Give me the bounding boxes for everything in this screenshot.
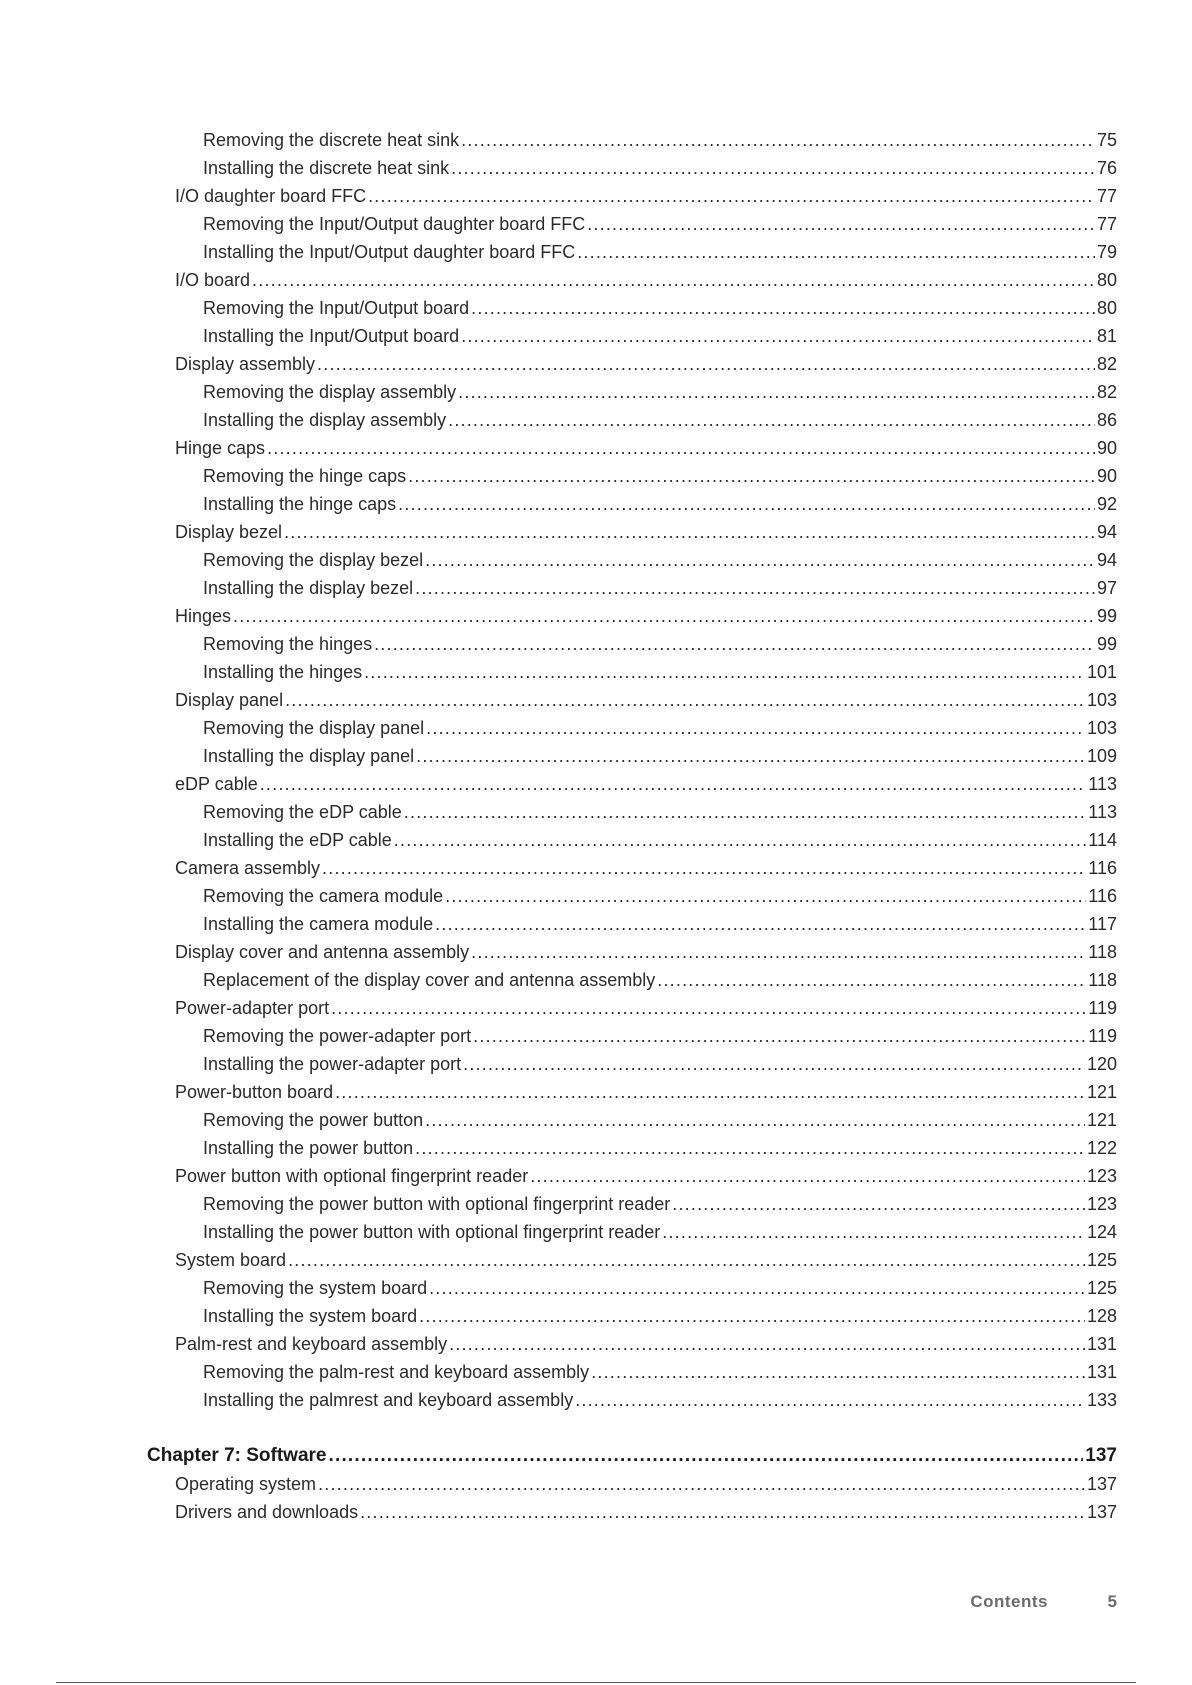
toc-entry-page-number: 103 — [1086, 718, 1117, 738]
toc-entry-label: Installing the eDP cable — [203, 830, 392, 850]
toc-entry-label: Installing the display bezel — [203, 578, 414, 598]
toc-entry-label: Hinge caps — [175, 438, 266, 458]
toc-subsection-entry[interactable] — [203, 126, 1117, 154]
toc-dot-leader — [530, 1162, 1085, 1190]
toc-subsection-entry[interactable] — [203, 1022, 1117, 1050]
toc-dot-leader — [473, 1022, 1086, 1050]
toc-entry-label: Installing the power-adapter port — [203, 1054, 462, 1074]
toc-dot-leader — [374, 630, 1095, 658]
toc-dot-leader — [415, 1134, 1085, 1162]
toc-entry-page-number: 113 — [1088, 802, 1117, 822]
toc-dot-leader — [288, 1246, 1085, 1274]
toc-entry-label: Installing the display assembly — [203, 410, 447, 430]
toc-entry-label: Installing the discrete heat sink — [203, 158, 450, 178]
toc-dot-leader — [419, 1302, 1085, 1330]
toc-dot-leader — [435, 910, 1086, 938]
toc-dot-leader — [463, 1050, 1085, 1078]
toc-entry-page-number: 75 — [1096, 130, 1117, 150]
toc-subsection-entry[interactable] — [203, 1218, 1117, 1246]
toc-dot-leader — [451, 154, 1095, 182]
toc-dot-leader — [662, 1218, 1085, 1246]
toc-entry-label: Removing the Input/Output board — [203, 298, 470, 318]
toc-subsection-entry[interactable] — [203, 574, 1117, 602]
toc-dot-leader — [394, 826, 1087, 854]
toc-entry-page-number: 90 — [1096, 466, 1117, 486]
toc-dot-leader — [429, 1274, 1085, 1302]
toc-entry-label: Removing the hinges — [203, 634, 373, 654]
toc-entry-page-number: 123 — [1086, 1194, 1117, 1214]
toc-section-entry[interactable] — [175, 938, 1117, 966]
toc-dot-leader — [657, 966, 1086, 994]
toc-entry-page-number: 90 — [1096, 438, 1117, 458]
toc-entry-label: Installing the camera module — [203, 914, 434, 934]
toc-subsection-entry[interactable] — [203, 546, 1117, 574]
toc-dot-leader — [425, 546, 1095, 574]
toc-dot-leader — [449, 1330, 1085, 1358]
toc-subsection-entry[interactable] — [203, 882, 1117, 910]
toc-entry-page-number: 125 — [1086, 1278, 1117, 1298]
toc-entry-page-number: 79 — [1096, 242, 1117, 262]
bottom-divider — [56, 1682, 1136, 1683]
toc-entry-page-number: 123 — [1086, 1166, 1117, 1186]
toc-entry-label: I/O daughter board FFC — [175, 186, 367, 206]
toc-entry-page-number: 94 — [1096, 522, 1117, 542]
toc-entry-page-number: 137 — [1085, 1445, 1117, 1466]
toc-entry-label: Power button with optional fingerprint reader — [175, 1166, 529, 1186]
toc-entry-label: Removing the power button with optional fingerprint reader — [203, 1194, 671, 1214]
toc-entry-label: Removing the system board — [203, 1278, 428, 1298]
toc-dot-leader — [461, 322, 1095, 350]
toc-entry-page-number: 122 — [1086, 1138, 1117, 1158]
toc-entry-label: Display panel — [175, 690, 284, 710]
toc-section-entry[interactable] — [175, 686, 1117, 714]
toc-dot-leader — [471, 938, 1086, 966]
toc-dot-leader — [471, 294, 1095, 322]
toc-subsection-entry[interactable] — [203, 798, 1117, 826]
toc-entry-label: Installing the system board — [203, 1306, 418, 1326]
toc-subsection-entry[interactable] — [203, 630, 1117, 658]
toc-dot-leader — [591, 1358, 1085, 1386]
toc-entry-label: eDP cable — [175, 774, 258, 794]
toc-subsection-entry[interactable] — [203, 322, 1117, 350]
toc-entry-label: Removing the Input/Output daughter board FFC — [203, 214, 586, 234]
toc-dot-leader — [317, 350, 1095, 378]
toc-dot-leader — [331, 994, 1086, 1022]
toc-entry-page-number: 118 — [1088, 942, 1117, 962]
toc-entry-label: System board — [175, 1250, 287, 1270]
toc-entry-page-number: 131 — [1086, 1334, 1117, 1354]
toc-section-entry[interactable] — [175, 350, 1117, 378]
toc-entry-page-number: 76 — [1096, 158, 1117, 178]
toc-entry-label: Replacement of the display cover and antenna assembly — [203, 970, 656, 990]
toc-entry-page-number: 94 — [1096, 550, 1117, 570]
toc-subsection-entry[interactable] — [203, 1302, 1117, 1330]
toc-entry-page-number: 101 — [1086, 662, 1117, 682]
toc-subsection-entry[interactable] — [203, 714, 1117, 742]
toc-dot-leader — [408, 462, 1095, 490]
toc-section-entry[interactable] — [175, 518, 1117, 546]
toc-section-entry[interactable] — [175, 182, 1117, 210]
toc-section-entry[interactable] — [175, 1330, 1117, 1358]
toc-entry-label: Camera assembly — [175, 858, 321, 878]
toc-entry-page-number: 128 — [1086, 1306, 1117, 1326]
toc-entry-label: Display cover and antenna assembly — [175, 942, 470, 962]
toc-entry-page-number: 119 — [1088, 998, 1117, 1018]
toc-entry-label: Chapter 7: Software — [147, 1445, 327, 1466]
toc-dot-leader — [252, 266, 1095, 294]
toc-entry-page-number: 116 — [1088, 858, 1117, 878]
toc-entry-label: Removing the display assembly — [203, 382, 457, 402]
toc-entry-label: Installing the Input/Output daughter board FFC — [203, 242, 576, 262]
toc-entry-page-number: 81 — [1096, 326, 1117, 346]
toc-dot-leader — [587, 210, 1095, 238]
toc-entry-page-number: 99 — [1096, 606, 1117, 626]
toc-dot-leader — [575, 1386, 1085, 1414]
toc-entry-page-number: 121 — [1086, 1082, 1117, 1102]
toc-entry-label: Removing the power button — [203, 1110, 424, 1130]
toc-dot-leader — [672, 1190, 1085, 1218]
toc-entry-page-number: 117 — [1088, 914, 1117, 934]
toc-entry-page-number: 82 — [1096, 382, 1117, 402]
toc-entry-label: Removing the eDP cable — [203, 802, 402, 822]
toc-entry-page-number: 97 — [1096, 578, 1117, 598]
toc-entry-label: I/O board — [175, 270, 251, 290]
toc-entry-label: Removing the display panel — [203, 718, 425, 738]
toc-entry-page-number: 124 — [1086, 1222, 1117, 1242]
toc-entry-label: Display assembly — [175, 354, 316, 374]
toc-entry-label: Power-button board — [175, 1082, 334, 1102]
toc-subsection-entry[interactable] — [203, 490, 1117, 518]
toc-entry-label: Installing the power button — [203, 1138, 414, 1158]
toc-entry-page-number: 80 — [1096, 298, 1117, 318]
toc-entry-label: Removing the camera module — [203, 886, 444, 906]
toc-subsection-entry[interactable] — [203, 154, 1117, 182]
toc-subsection-entry[interactable] — [203, 238, 1117, 266]
toc-entry-label: Installing the Input/Output board — [203, 326, 460, 346]
toc-entry-label: Removing the palm-rest and keyboard assembly — [203, 1362, 590, 1382]
toc-dot-leader — [448, 406, 1095, 434]
toc-dot-leader — [335, 1078, 1085, 1106]
toc-section-entry[interactable] — [175, 1470, 1117, 1498]
toc-subsection-entry[interactable] — [203, 378, 1117, 406]
toc-entry-page-number: 120 — [1086, 1054, 1117, 1074]
toc-dot-leader — [284, 518, 1095, 546]
toc-dot-leader — [364, 658, 1085, 686]
toc-entry-page-number: 109 — [1086, 746, 1117, 766]
toc-subsection-entry[interactable] — [203, 1386, 1117, 1414]
toc-entry-label: Removing the discrete heat sink — [203, 130, 460, 150]
toc-dot-leader — [368, 182, 1095, 210]
toc-subsection-entry[interactable] — [203, 1106, 1117, 1134]
toc-entry-page-number: 137 — [1086, 1502, 1117, 1522]
toc-entry-label: Installing the display panel — [203, 746, 415, 766]
toc-entry-label: Power-adapter port — [175, 998, 330, 1018]
toc-dot-leader — [458, 378, 1095, 406]
toc-dot-leader — [404, 798, 1087, 826]
toc-dot-leader — [577, 238, 1095, 266]
toc-entry-page-number: 133 — [1086, 1390, 1117, 1410]
toc-subsection-entry[interactable] — [203, 658, 1117, 686]
toc-entry-page-number: 80 — [1096, 270, 1117, 290]
toc-entry-label: Display bezel — [175, 522, 283, 542]
toc-section-entry[interactable] — [175, 1162, 1117, 1190]
toc-dot-leader — [415, 574, 1095, 602]
toc-section-entry[interactable] — [175, 994, 1117, 1022]
toc-section-entry[interactable] — [175, 434, 1117, 462]
toc-dot-leader — [267, 434, 1095, 462]
toc-dot-leader — [285, 686, 1085, 714]
toc-dot-leader — [260, 770, 1087, 798]
toc-section-entry[interactable] — [175, 266, 1117, 294]
toc-dot-leader — [398, 490, 1095, 518]
toc-entry-page-number: 92 — [1096, 494, 1117, 514]
toc-entry-page-number: 113 — [1088, 774, 1117, 794]
toc-entry-page-number: 77 — [1096, 214, 1117, 234]
toc-entry-page-number: 103 — [1086, 690, 1117, 710]
toc-dot-leader — [360, 1498, 1085, 1526]
toc-dot-leader — [318, 1470, 1085, 1498]
toc-subsection-entry[interactable] — [203, 742, 1117, 770]
toc-entry-page-number: 99 — [1096, 634, 1117, 654]
toc-subsection-entry[interactable] — [203, 966, 1117, 994]
toc-dot-leader — [425, 1106, 1085, 1134]
toc-entry-label: Operating system — [175, 1474, 317, 1494]
toc-subsection-entry[interactable] — [203, 1358, 1117, 1386]
toc-entry-page-number: 137 — [1086, 1474, 1117, 1494]
toc-dot-leader — [445, 882, 1086, 910]
toc-entry-label: Installing the palmrest and keyboard assembly — [203, 1390, 574, 1410]
toc-subsection-entry[interactable] — [203, 1050, 1117, 1078]
toc-subsection-entry[interactable] — [203, 406, 1117, 434]
toc-entry-label: Installing the hinges — [203, 662, 363, 682]
toc-subsection-entry[interactable] — [203, 210, 1117, 238]
footer-section-title: Contents — [970, 1592, 1048, 1611]
toc-entry-label: Drivers and downloads — [175, 1502, 359, 1522]
toc-dot-leader — [426, 714, 1085, 742]
toc-subsection-entry[interactable] — [203, 462, 1117, 490]
page-footer — [0, 1588, 1192, 1618]
toc-entry-label: Removing the display bezel — [203, 550, 424, 570]
toc-entry-page-number: 77 — [1096, 186, 1117, 206]
toc-subsection-entry[interactable] — [203, 910, 1117, 938]
toc-subsection-entry[interactable] — [203, 294, 1117, 322]
toc-entry-label: Installing the power button with optional fingerprint reader — [203, 1222, 661, 1242]
toc-section-entry[interactable] — [175, 602, 1117, 630]
toc-entry-page-number: 86 — [1096, 410, 1117, 430]
toc-entry-page-number: 114 — [1088, 830, 1117, 850]
toc-entry-page-number: 118 — [1088, 970, 1117, 990]
toc-entry-page-number: 121 — [1086, 1110, 1117, 1130]
toc-entry-label: Removing the power-adapter port — [203, 1026, 472, 1046]
toc-entry-label: Hinges — [175, 606, 232, 626]
toc-entry-page-number: 131 — [1086, 1362, 1117, 1382]
toc-dot-leader — [416, 742, 1085, 770]
toc-subsection-entry[interactable] — [203, 1134, 1117, 1162]
toc-entry-page-number: 82 — [1096, 354, 1117, 374]
footer-page-number: 5 — [1107, 1592, 1117, 1611]
toc-subsection-entry[interactable] — [203, 1274, 1117, 1302]
toc-subsection-entry[interactable] — [203, 826, 1117, 854]
toc-dot-leader — [233, 602, 1095, 630]
toc-subsection-entry[interactable] — [203, 1190, 1117, 1218]
toc-dot-leader — [461, 126, 1095, 154]
toc-entry-label: Removing the hinge caps — [203, 466, 407, 486]
toc-entry-page-number: 125 — [1086, 1250, 1117, 1270]
toc-section-entry[interactable] — [175, 854, 1117, 882]
toc-dot-leader — [328, 1442, 1083, 1470]
toc-section-entry[interactable] — [175, 1246, 1117, 1274]
toc-chapter-entry[interactable] — [147, 1442, 1117, 1470]
toc-dot-leader — [322, 854, 1086, 882]
toc-section-entry[interactable] — [175, 770, 1117, 798]
toc-entry-page-number: 119 — [1088, 1026, 1117, 1046]
toc-entry-label: Installing the hinge caps — [203, 494, 397, 514]
toc-entry-label: Palm-rest and keyboard assembly — [175, 1334, 448, 1354]
toc-section-entry[interactable] — [175, 1498, 1117, 1526]
toc-section-entry[interactable] — [175, 1078, 1117, 1106]
toc-entry-page-number: 116 — [1088, 886, 1117, 906]
